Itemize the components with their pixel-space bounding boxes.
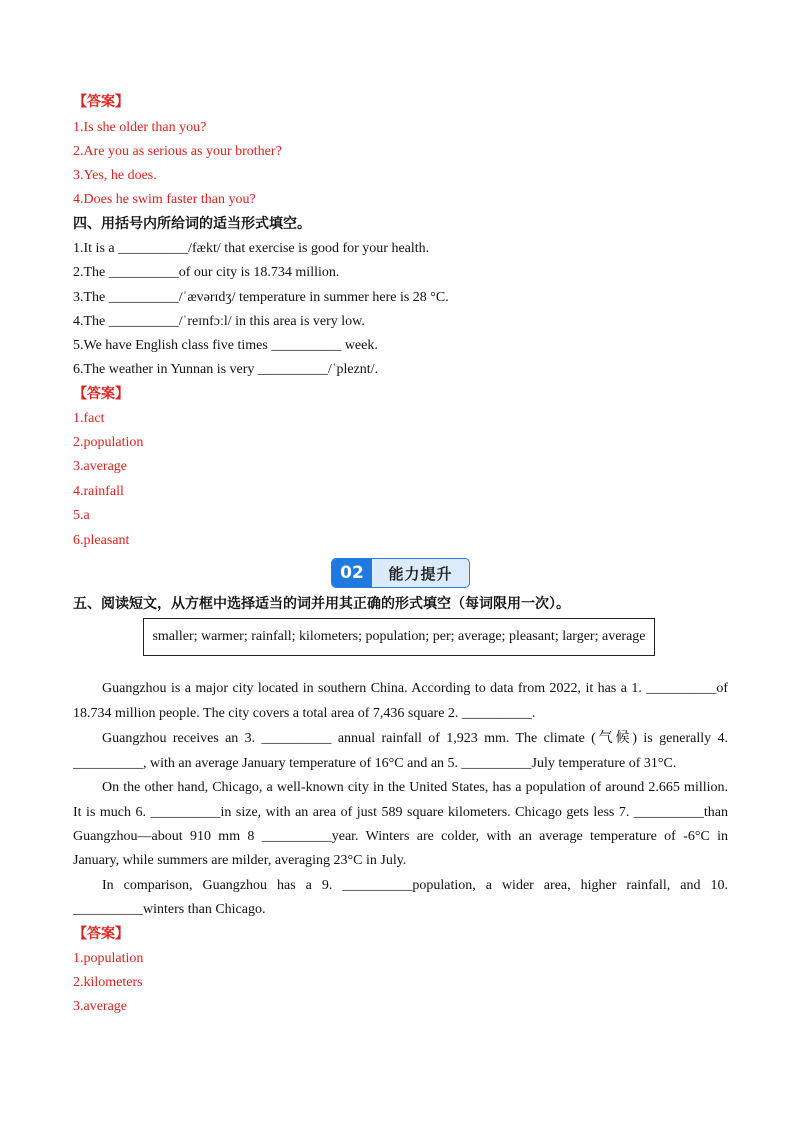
answer-line: 4.Does he swim faster than you?	[73, 192, 256, 207]
badge-label: 能力提升	[388, 564, 453, 583]
answer-line: 3.average	[73, 459, 128, 474]
answer-line: 4.rainfall	[73, 484, 124, 499]
passage-line: Guangzhou—about 910 mm 8 __________year. Winters are colder, with an average temperature of -6°C in	[73, 829, 728, 844]
exercise-item: 6.The weather in Yunnan is very __________/ˈpleznt/.	[73, 362, 379, 377]
answer-line: 1.Is she older than you?	[73, 120, 207, 135]
exercise-item: 1.It is a __________/fækt/ that exercise is good for your health.	[73, 241, 430, 256]
exercise-item: 4.The __________/ˈreɪnfɔːl/ in this area is very low.	[73, 314, 365, 329]
answer-line: 1.population	[73, 951, 144, 966]
answer-header: 【答案】	[73, 387, 129, 402]
passage-line: In comparison, Guangzhou has a 9. __________population, a wider area, higher rainfall, and 10.	[102, 878, 728, 893]
passage-line: January, while summers are milder, averaging 23°C in July.	[73, 853, 407, 868]
section-badge	[331, 558, 470, 588]
exercise-item: 5.We have English class five times __________ week.	[73, 338, 378, 353]
answer-header: 【答案】	[73, 927, 129, 942]
answer-line: 2.kilometers	[73, 975, 143, 990]
passage-line: Guangzhou is a major city located in southern China. According to data from 2022, it has a 1. __________of	[102, 681, 728, 696]
passage-line: 18.734 million people. The city covers a total area of 7,436 square 2. __________.	[73, 706, 536, 721]
answer-line: 2.Are you as serious as your brother?	[73, 144, 282, 159]
answer-line: 5.a	[73, 508, 90, 523]
section-title: 四、用括号内所给词的适当形式填空。	[73, 217, 311, 232]
answer-line: 3.average	[73, 999, 128, 1014]
passage-line: __________, with an average January temperature of 16°C and an 5. __________July temperature of 31°C.	[73, 756, 677, 771]
passage-line: It is much 6. __________in size, with an area of just 589 square kilometers. Chicago gets less 7. __________than	[73, 805, 728, 820]
exercise-item: 3.The __________/ˈævərɪdʒ/ temperature in summer here is 28 °C.	[73, 290, 449, 305]
answer-line: 2.population	[73, 435, 144, 450]
badge-number: 02	[332, 559, 372, 587]
answer-line: 6.pleasant	[73, 533, 130, 548]
passage-line: On the other hand, Chicago, a well-known city in the United States, has a population of around 2.665 million.	[102, 780, 728, 795]
answer-line: 1.fact	[73, 411, 105, 426]
word-box: smaller; warmer; rainfall; kilometers; population; per; average; pleasant; larger; average	[143, 618, 655, 656]
answer-line: 3.Yes, he does.	[73, 168, 157, 183]
exercise-item: 2.The __________of our city is 18.734 million.	[73, 265, 340, 280]
passage-line: __________winters than Chicago.	[73, 902, 266, 917]
section-title: 五、阅读短文，从方框中选择适当的词并用其正确的形式填空（每词限用一次）。	[73, 597, 570, 612]
answer-header: 【答案】	[73, 95, 129, 110]
passage-line: Guangzhou receives an 3. __________ annual rainfall of 1,923 mm. The climate (气候) is generally 4.	[102, 731, 728, 746]
